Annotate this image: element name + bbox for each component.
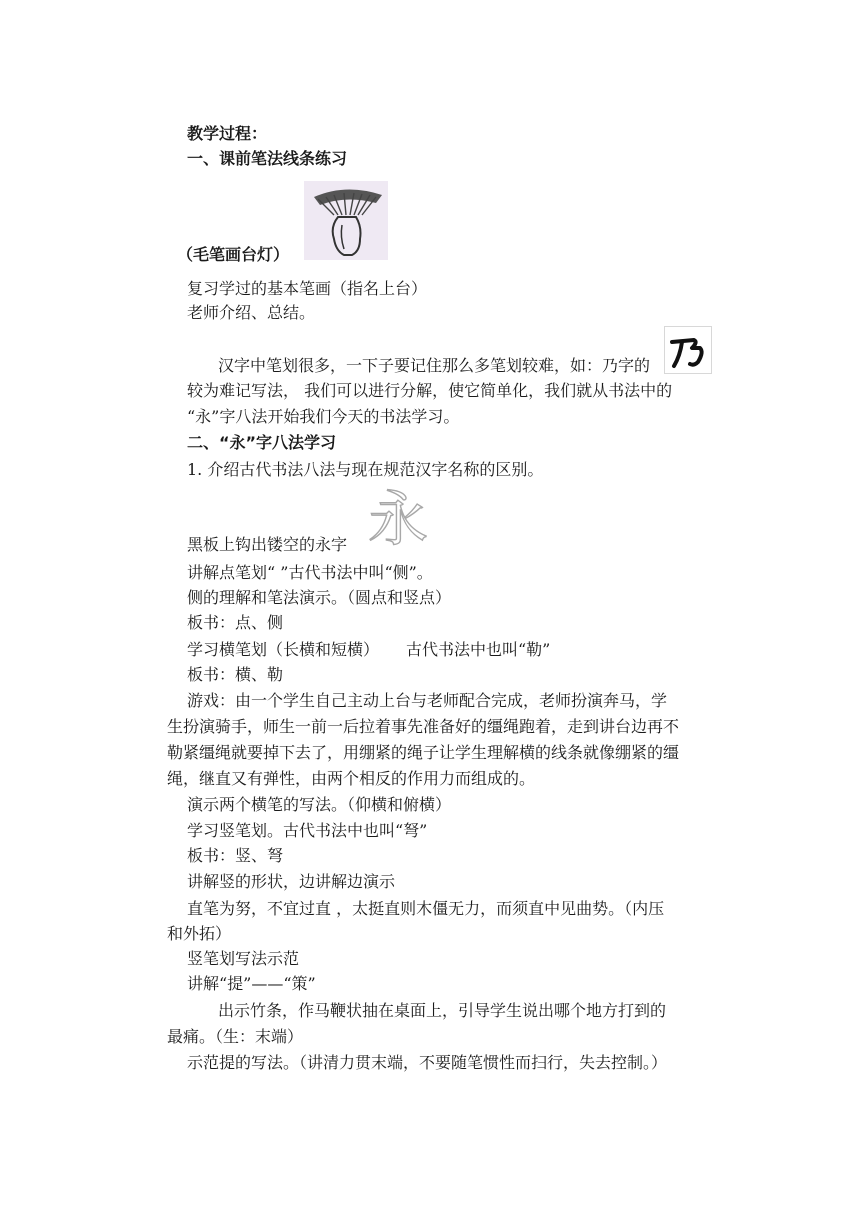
svg-text:永: 永 <box>368 485 428 550</box>
brush-lamp-image <box>304 181 388 260</box>
teacher-line: 老师介绍、总结。 <box>187 303 316 322</box>
para1-line3: “永”字八法开始我们今天的书法学习。 <box>187 407 460 426</box>
heading-process: 教学过程： <box>187 124 268 143</box>
shu-line: 学习竖笔划。古代书法中也叫“弩” <box>187 821 428 840</box>
item1: 1. 介绍古代书法八法与现在规范汉字名称的区别。 <box>187 460 544 479</box>
ti-line: 讲解“提”——“策” <box>187 974 316 993</box>
heng-line-a: 学习横笔划（长横和短横） <box>187 640 380 659</box>
hollow-yong-character <box>364 484 434 550</box>
review-line: 复习学过的基本笔画（指名上台） <box>187 279 428 298</box>
game-line1: 游戏：由一个学生自己主动上台与老师配合完成，老师扮演奔马，学 <box>187 691 668 710</box>
board-heng-le: 板书：横、勒 <box>187 665 284 684</box>
dot-line: 讲解点笔划“ ”古代书法中叫“侧”。 <box>187 563 433 582</box>
board-dot-ce: 板书：点、侧 <box>187 613 284 632</box>
section1-title: 一、课前笔法线条练习 <box>187 149 348 168</box>
shu-explain: 讲解竖的形状，边讲解边演示 <box>187 872 396 891</box>
section2-title: 二、“永”字八法学习 <box>187 433 337 452</box>
game-line2: 生扮演骑手，师生一前一后拉着事先准备好的缰绳跑着，走到讲台边再不 <box>167 717 680 736</box>
heng-line-b: 古代书法中也叫“勒” <box>406 640 551 659</box>
blackboard-line: 黑板上钩出镂空的永字 <box>187 535 348 554</box>
demo-heng: 演示两个横笔的写法。（仰横和俯横） <box>187 795 452 814</box>
zhi-line1: 直笔为努，不宜过直 ，太挺直则木僵无力，而须直中见曲势。（内压 <box>187 899 665 918</box>
board-shu-nu: 板书：竖、弩 <box>187 846 284 865</box>
shu-demo: 竖笔划写法示范 <box>187 949 300 968</box>
ce-line: 侧的理解和笔法演示。（圆点和竖点） <box>187 588 452 607</box>
nai-character-image <box>664 326 712 374</box>
game-line3: 勒紧缰绳就要掉下去了，用绷紧的绳子让学生理解横的线条就像绷紧的缰 <box>167 743 680 762</box>
para1-line1: 汉字中笔划很多，一下子要记住那么多笔划较难，如：乃字的 <box>218 356 651 375</box>
zhi-line2: 和外拓） <box>167 924 232 943</box>
bamboo-line2: 最痛。（生：末端） <box>167 1027 304 1046</box>
ti-demo: 示范提的写法。（讲清力贯末端，不要随笔惯性而扫行，失去控制。） <box>187 1053 668 1072</box>
lamp-caption: （毛笔画台灯） <box>177 245 290 264</box>
bamboo-line1: 出示竹条，作马鞭状抽在桌面上，引导学生说出哪个地方打到的 <box>218 1001 667 1020</box>
para1-line2: 较为难记写法， 我们可以进行分解，使它简单化，我们就从书法中的 <box>187 381 673 400</box>
game-line4: 绳，继直又有弹性，由两个相反的作用力而组成的。 <box>167 769 536 788</box>
